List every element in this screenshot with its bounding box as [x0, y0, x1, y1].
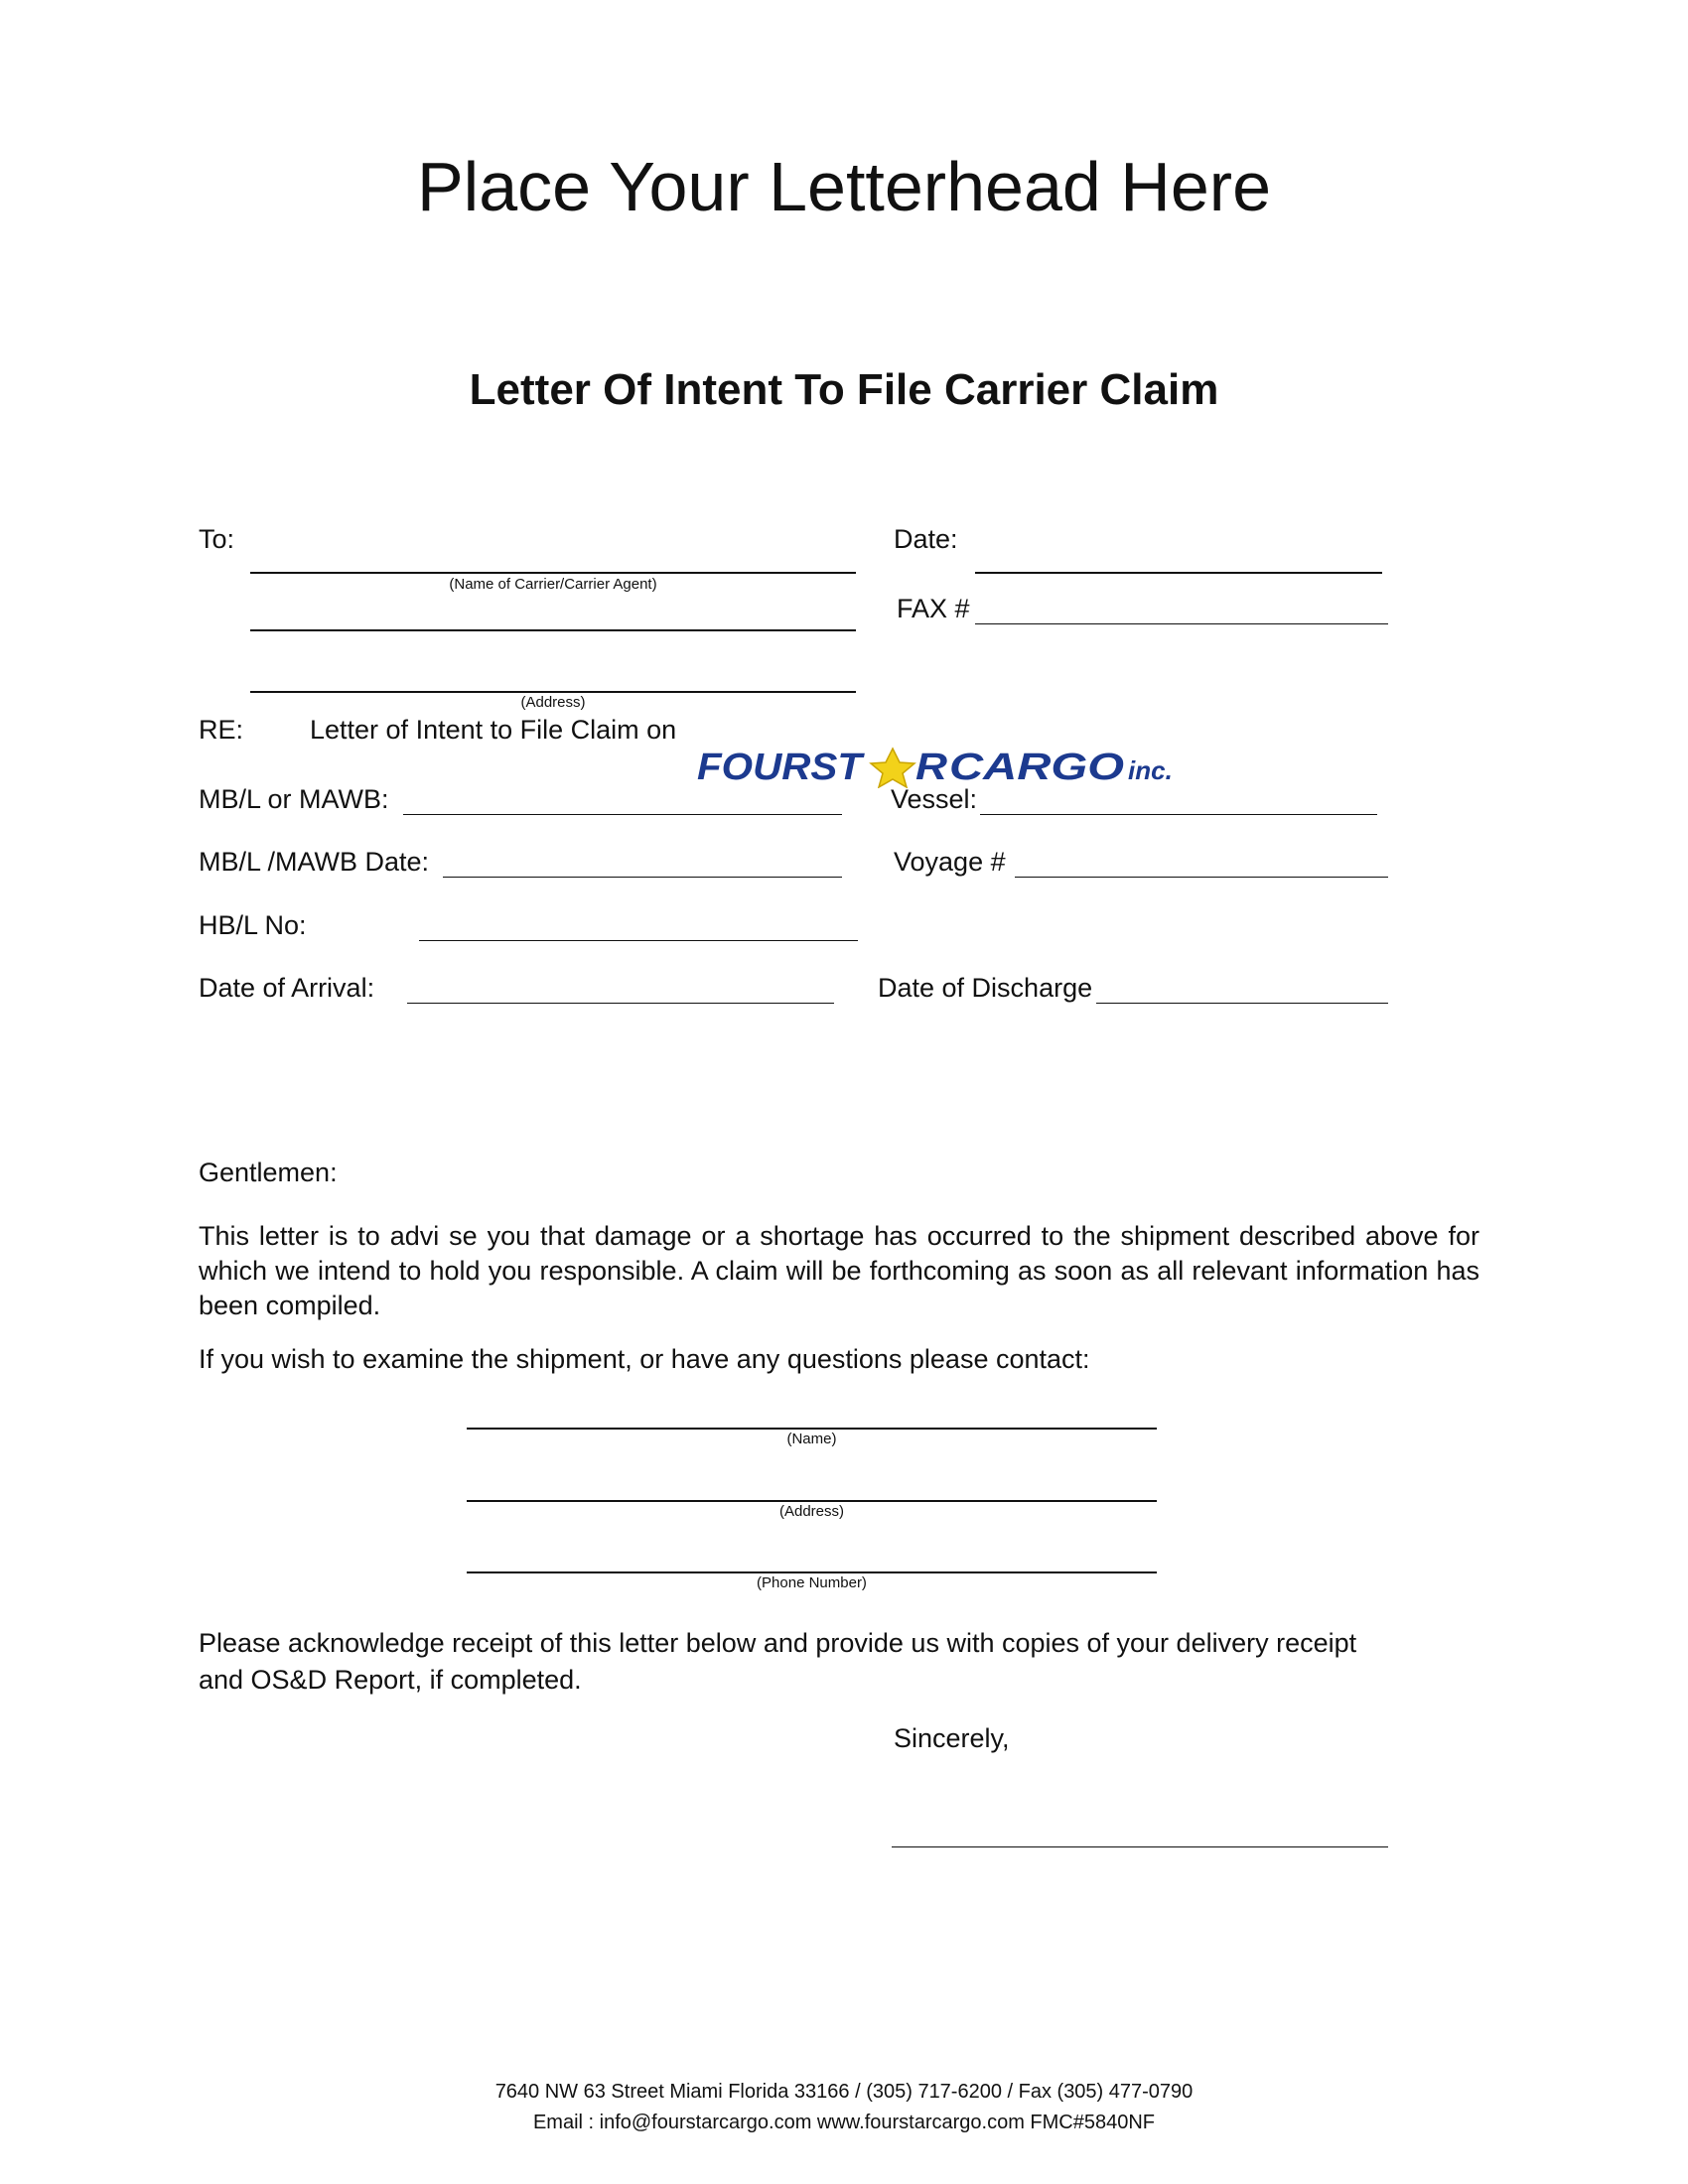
arrival-label: Date of Arrival:: [199, 973, 375, 1003]
paragraph-damage-notice: This letter is to advi se you that damage or a shortage has occurred to the shipment described above for which we intend to hold you responsible. A claim will be forthcoming as soon as all relevant information has been compiled.: [199, 1221, 1479, 1320]
carrier-address-line-1[interactable]: [250, 629, 856, 631]
mbl-field[interactable]: [403, 814, 842, 815]
footer-address: 7640 NW 63 Street Miami Florida 33166 / (305) 717-6200 / Fax (305) 477-0790: [494, 2081, 1194, 2103]
date-label: Date:: [894, 524, 958, 554]
voyage-field[interactable]: [1015, 877, 1388, 878]
carrier-address-caption: (Address): [520, 694, 586, 711]
re-label: RE:: [199, 715, 244, 745]
paragraph-acknowledge-line2: and OS&D Report, if completed.: [199, 1665, 582, 1695]
hbl-field[interactable]: [419, 940, 858, 941]
contact-address-field[interactable]: [467, 1500, 1157, 1502]
voyage-label: Voyage #: [894, 847, 1006, 877]
salutation: Gentlemen:: [199, 1158, 338, 1187]
fax-field[interactable]: [975, 623, 1388, 624]
date-field[interactable]: [975, 572, 1382, 574]
fourstarcargo-logo: [695, 747, 1196, 788]
re-text: Letter of Intent to File Claim on: [310, 715, 677, 745]
vessel-label: Vessel:: [891, 784, 978, 814]
logo-graphic: [695, 747, 1196, 788]
logo-suffix: inc.: [1128, 755, 1173, 785]
carrier-name-caption: (Name of Carrier/Carrier Agent): [449, 576, 657, 593]
logo-part1: FOURST: [697, 747, 865, 788]
letterhead-placeholder: Place Your Letterhead Here: [416, 148, 1272, 225]
mbl-date-field[interactable]: [443, 877, 842, 878]
closing-sincerely: Sincerely,: [894, 1723, 1010, 1753]
paragraph-acknowledge-line1: Please acknowledge receipt of this letter below and provide us with copies of your delivery receipt: [199, 1628, 1357, 1658]
carrier-address-line-2[interactable]: [250, 691, 856, 693]
discharge-label: Date of Discharge: [878, 973, 1093, 1003]
footer-contact: Email : info@fourstarcargo.com www.fourstarcargo.com FMC#5840NF: [532, 2112, 1156, 2133]
arrival-field[interactable]: [407, 1003, 834, 1004]
contact-phone-field[interactable]: [467, 1571, 1157, 1573]
signature-field[interactable]: [892, 1846, 1388, 1847]
carrier-name-field[interactable]: [250, 572, 856, 574]
logo-part3: CARGO: [949, 747, 1124, 788]
discharge-field[interactable]: [1096, 1003, 1388, 1004]
contact-name-caption: (Name): [786, 1431, 837, 1447]
mbl-label: MB/L or MAWB:: [199, 784, 389, 814]
mbl-date-label: MB/L /MAWB Date:: [199, 847, 430, 877]
star-icon: [871, 749, 914, 787]
logo-part2: R: [915, 747, 948, 788]
contact-phone-caption: (Phone Number): [757, 1574, 867, 1591]
contact-address-caption: (Address): [778, 1503, 845, 1520]
to-label: To:: [199, 524, 235, 554]
paragraph-contact-intro: If you wish to examine the shipment, or have any questions please contact:: [199, 1344, 1090, 1374]
contact-name-field[interactable]: [467, 1428, 1157, 1430]
document-title: Letter Of Intent To File Carrier Claim: [469, 365, 1219, 414]
fax-label: FAX #: [897, 594, 970, 623]
hbl-label: HB/L No:: [199, 910, 307, 940]
vessel-field[interactable]: [980, 814, 1377, 815]
